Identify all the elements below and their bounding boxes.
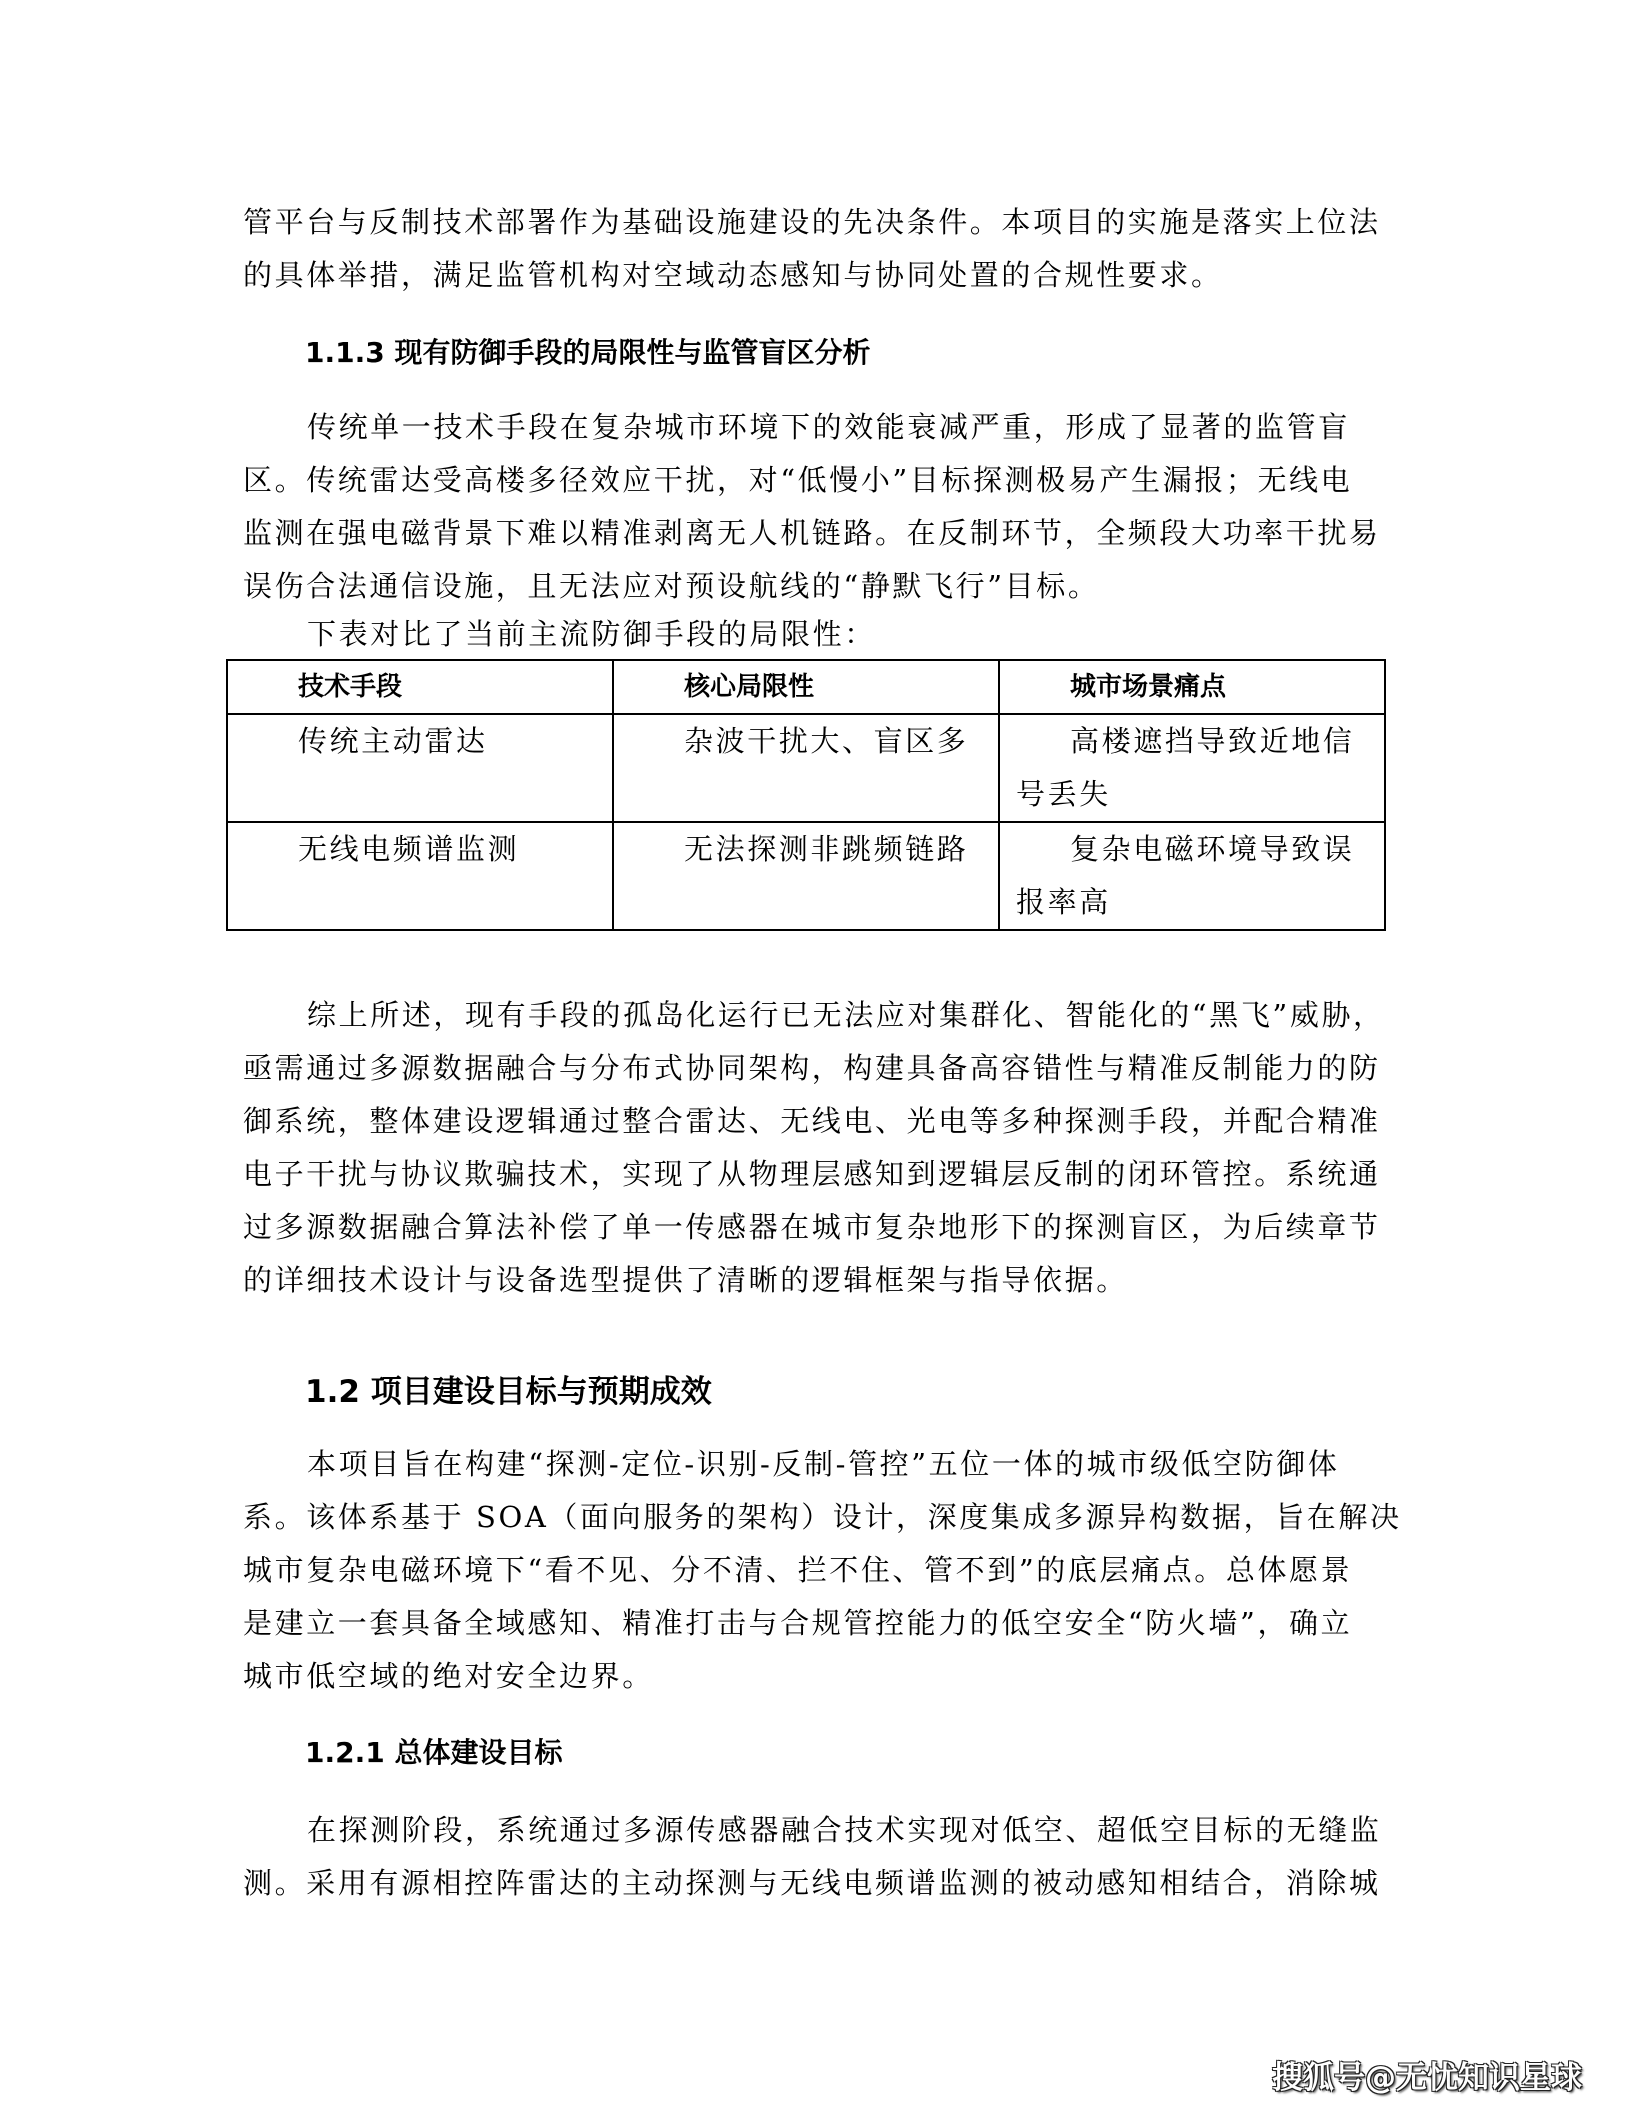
table-row [227, 822, 1385, 930]
summary-paragraph-line: 综上所述，现有手段的孤岛化运行已无法应对集群化、智能化的“黑飞”威胁， [307, 998, 1385, 1032]
intro-paragraph-line: 管平台与反制技术部署作为基础设施建设的先决条件。本项目的实施是落实上位法 [243, 205, 1381, 239]
cell-technique: 无线电频谱监测 [298, 832, 520, 866]
table-header-cell [227, 660, 613, 714]
cell-pain-point: 高楼遮挡导致近地信号丢失 [1016, 724, 1355, 811]
summary-paragraph-line: 御系统，整体建设逻辑通过整合雷达、无线电、光电等多种探测手段，并配合精准 [243, 1104, 1381, 1138]
table-cell [613, 822, 999, 930]
summary-paragraph-line: 电子干扰与协议欺骗技术，实现了从物理层感知到逻辑层反制的闭环管控。系统通 [243, 1157, 1381, 1191]
table-cell [227, 714, 613, 822]
section-heading-1-2: 1.2 项目建设目标与预期成效 [305, 1374, 712, 1410]
paragraph-line: 城市低空域的绝对安全边界。 [243, 1659, 654, 1693]
section-heading-1-2-1: 1.2.1 总体建设目标 [305, 1736, 563, 1769]
paragraph-line: 城市复杂电磁环境下“看不见、分不清、拦不住、管不到”的底层痛点。总体愿景 [243, 1553, 1353, 1587]
paragraph-line: 区。传统雷达受高楼多径效应干扰，对“低慢小”目标探测极易产生漏报；无线电 [243, 463, 1353, 497]
header-core-limitation: 核心局限性 [684, 672, 815, 702]
section-heading-1-1-3: 1.1.3 现有防御手段的局限性与监管盲区分析 [305, 336, 871, 369]
table-cell [999, 822, 1385, 930]
table-cell [613, 714, 999, 822]
table-cell [227, 822, 613, 930]
table-header-row [227, 660, 1385, 714]
header-urban-pain-point: 城市场景痛点 [1070, 672, 1227, 702]
paragraph-line: 在探测阶段，系统通过多源传感器融合技术实现对低空、超低空目标的无缝监 [307, 1813, 1382, 1847]
table-header-cell [999, 660, 1385, 714]
paragraph-line: 传统单一技术手段在复杂城市环境下的效能衰减严重，形成了显著的监管盲 [307, 410, 1350, 444]
cell-limitation: 无法探测非跳频链路 [684, 832, 969, 866]
intro-paragraph-line: 的具体举措，满足监管机构对空域动态感知与协同处置的合规性要求。 [243, 258, 1223, 292]
summary-paragraph-line: 的详细技术设计与设备选型提供了清晰的逻辑框架与指导依据。 [243, 1263, 1128, 1297]
paragraph-line: 是建立一套具备全域感知、精准打击与合规管控能力的低空安全“防火墙”，确立 [243, 1606, 1353, 1640]
cell-limitation: 杂波干扰大、盲区多 [684, 724, 969, 758]
paragraph-line: 系。该体系基于 SOA（面向服务的架构）设计，深度集成多源异构数据，旨在解决 [243, 1500, 1402, 1534]
table-header-cell [613, 660, 999, 714]
summary-paragraph-line: 亟需通过多源数据融合与分布式协同架构，构建具备高容错性与精准反制能力的防 [243, 1051, 1381, 1085]
header-technique: 技术手段 [298, 672, 403, 702]
comparison-table [226, 659, 1386, 931]
cell-pain-point: 复杂电磁环境导致误报率高 [1016, 832, 1355, 919]
table-cell [999, 714, 1385, 822]
watermark: 搜狐号@无忧知识星球 [1272, 2060, 1582, 2096]
cell-technique: 传统主动雷达 [298, 724, 488, 758]
paragraph-line: 测。采用有源相控阵雷达的主动探测与无线电频谱监测的被动感知相结合，消除城 [243, 1866, 1381, 1900]
table-intro: 下表对比了当前主流防御手段的局限性： [307, 617, 876, 651]
paragraph-line: 监测在强电磁背景下难以精准剥离无人机链路。在反制环节，全频段大功率干扰易 [243, 516, 1381, 550]
summary-paragraph-line: 过多源数据融合算法补偿了单一传感器在城市复杂地形下的探测盲区，为后续章节 [243, 1210, 1381, 1244]
paragraph-line: 误伤合法通信设施，且无法应对预设航线的“静默飞行”目标。 [243, 569, 1100, 603]
paragraph-line: 本项目旨在构建“探测-定位-识别-反制-管控”五位一体的城市级低空防御体 [307, 1447, 1340, 1481]
table-row [227, 714, 1385, 822]
